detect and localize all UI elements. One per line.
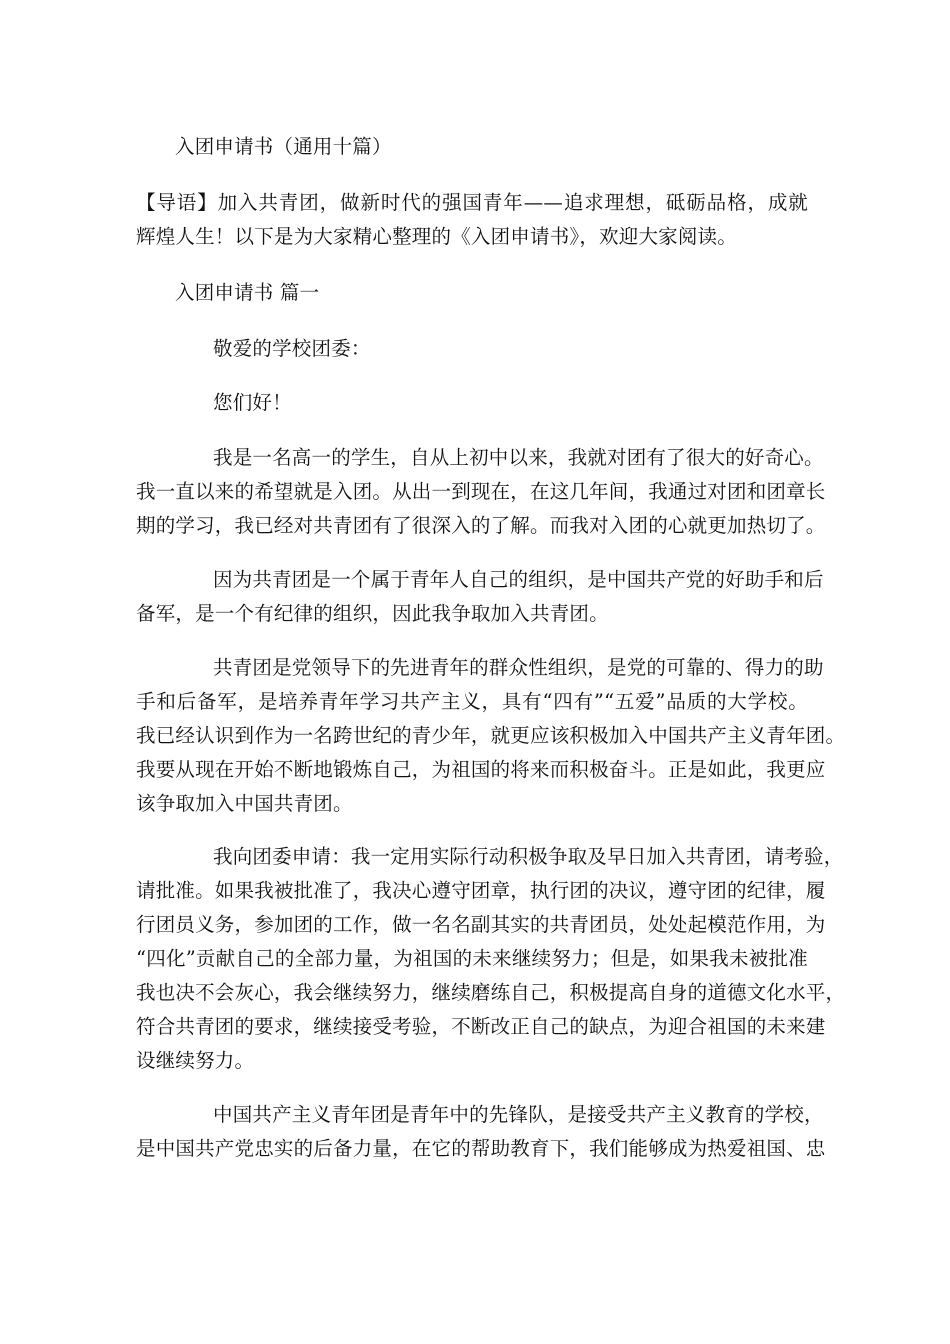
paragraph-1-line-1: 我是一名高一的学生，自从上初中以来，我就对团有了很大的好奇心。 (213, 446, 824, 469)
document-title: 入团申请书（通用十篇） (175, 135, 392, 158)
paragraph-4-line-4: “四化”贡献自己的全部力量，为祖国的未来继续努力；但是，如果我未被批准 (136, 947, 808, 970)
paragraph-4-line-5: 我也决不会灰心，我会继续努力，继续磨练自己，积极提高自身的道德文化水平， (136, 981, 846, 1004)
intro-line-2: 辉煌人生！以下是为大家精心整理的《入团申请书》，欢迎大家阅读。 (136, 225, 737, 248)
paragraph-4-line-6: 符合共青团的要求，继续接受考验，不断改正自己的缺点，为迎合祖国的未来建 (136, 1015, 826, 1038)
paragraph-1-line-2: 我一直以来的希望就是入团。从出一到现在，在这几年间，我通过对团和团章长 (136, 480, 826, 503)
paragraph-4-line-3: 行团员义务，参加团的工作，做一名名副其实的共青团员，处处起模范作用，为 (136, 913, 826, 936)
paragraph-2-line-2: 备军，是一个有纪律的组织，因此我争取加入共青团。 (136, 602, 609, 625)
paragraph-3-line-1: 共青团是党领导下的先进青年的群众性组织，是党的可靠的、得力的助 (213, 656, 824, 679)
paragraph-4-line-1: 我向团委申请：我一定用实际行动积极争取及早日加入共青团，请考验， (213, 845, 844, 868)
paragraph-1-line-3: 期的学习，我已经对共青团有了很深入的了解。而我对入团的心就更加热切了。 (136, 514, 826, 537)
paragraph-3-line-5: 该争取加入中国共青团。 (136, 792, 353, 815)
salutation: 敬爱的学校团委： (213, 337, 371, 360)
paragraph-5-line-1: 中国共产主义青年团是青年中的先锋队，是接受共产主义教育的学校， (213, 1103, 824, 1126)
intro-line-1: 【导语】加入共青团，做新时代的强国青年——追求理想，砥砺品格，成就 (136, 191, 808, 214)
paragraph-4-line-7: 设继续努力。 (136, 1049, 255, 1072)
section-heading: 入团申请书 篇一 (175, 281, 320, 304)
paragraph-3-line-3: 我已经认识到作为一名跨世纪的青少年，就更应该积极加入中国共产主义青年团。 (136, 724, 846, 747)
paragraph-3-line-2: 手和后备军，是培养青年学习共产主义，具有“四有”“五爱”品质的大学校。 (136, 690, 808, 713)
paragraph-3-line-4: 我要从现在开始不断地锻炼自己，为祖国的将来而积极奋斗。正是如此，我更应 (136, 758, 826, 781)
greeting: 您们好！ (213, 391, 292, 414)
paragraph-4-line-2: 请批准。如果我被批准了，我决心遵守团章，执行团的决议，遵守团的纪律，履 (136, 879, 826, 902)
paragraph-5-line-2: 是中国共产党忠实的后备力量，在它的帮助教育下，我们能够成为热爱祖国、忠 (136, 1137, 826, 1160)
paragraph-2-line-1: 因为共青团是一个属于青年人自己的组织，是中国共产党的好助手和后 (213, 568, 824, 591)
